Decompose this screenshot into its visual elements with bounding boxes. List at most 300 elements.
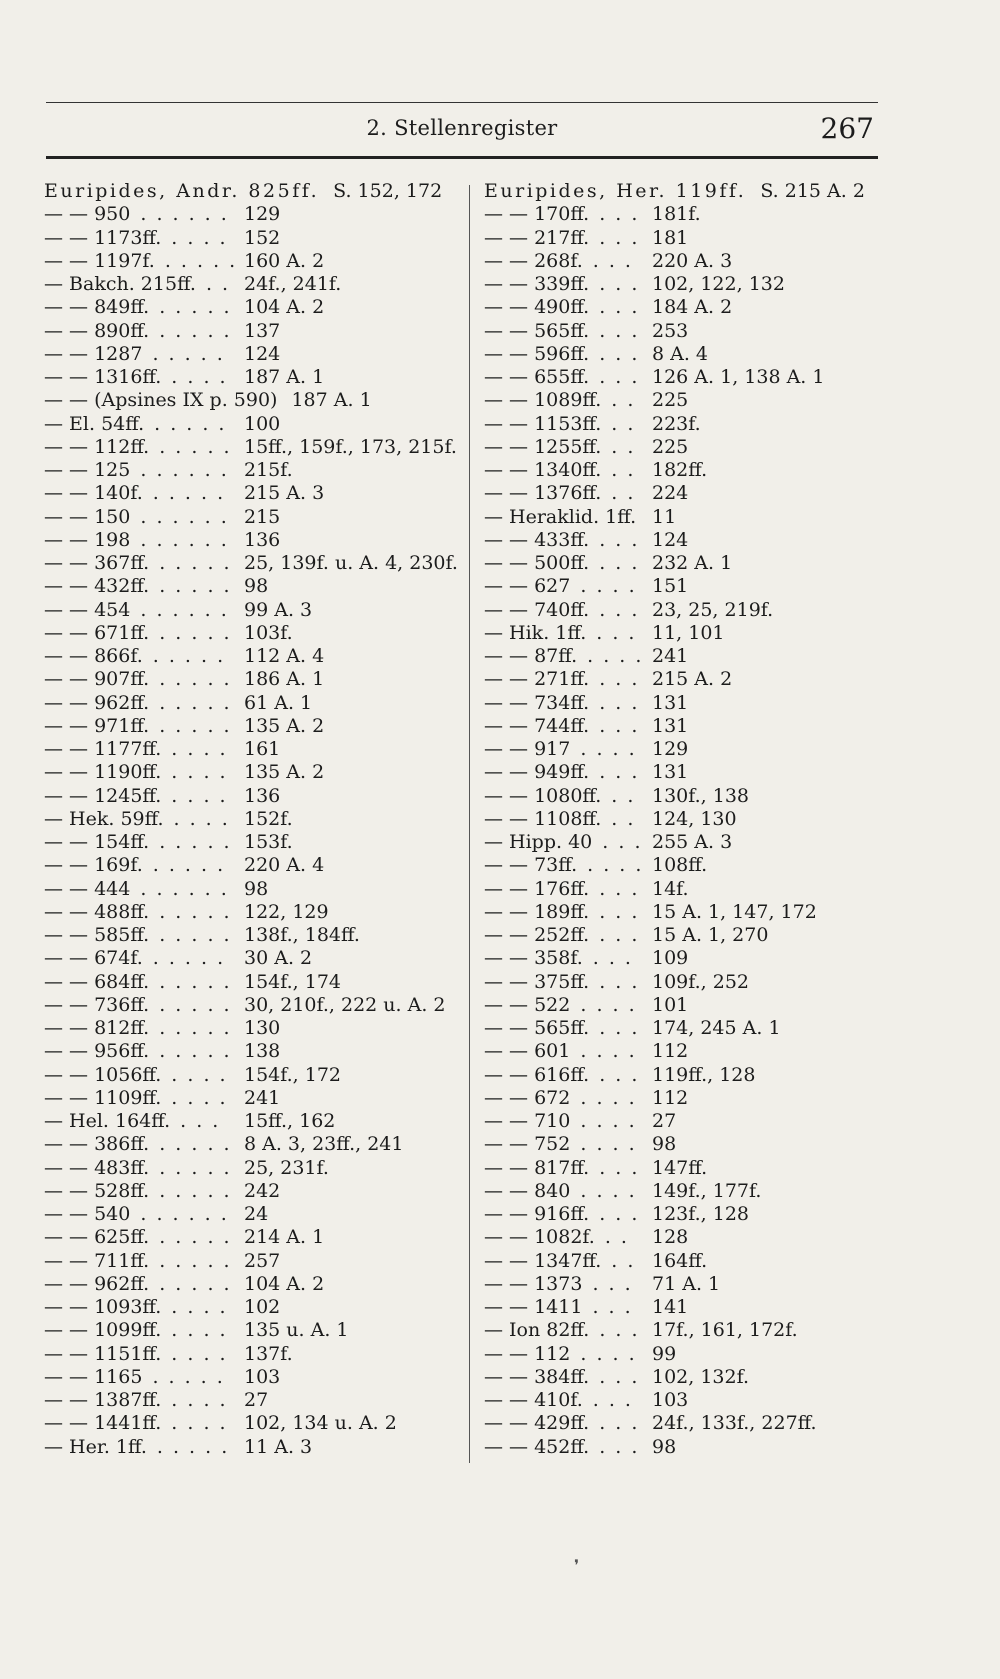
dot-leader: . . . . . — [156, 1435, 230, 1458]
dot-leader: . . . . . — [154, 412, 227, 435]
entry-reference: 225 — [652, 389, 689, 412]
entry-label: — — 950 — [44, 203, 131, 226]
entry-reference: 215 — [244, 505, 281, 528]
index-entry — [484, 1319, 890, 1342]
index-entry — [44, 645, 458, 668]
column-divider — [469, 185, 470, 1463]
dot-leader: . . . . — [171, 226, 228, 249]
entry-reference: 255 A. 3 — [652, 831, 733, 853]
entry-reference: 186 A. 1 — [244, 668, 325, 691]
stray-ink-mark: ❜ — [574, 1556, 580, 1575]
index-entry — [44, 738, 458, 761]
entry-label: — — 1165 — [44, 1365, 143, 1388]
entry-reference: 138 — [244, 1040, 281, 1063]
entry-reference: 8 A. 3, 23ff., 241 — [244, 1133, 404, 1156]
entry-label: — — 112 — [484, 1342, 571, 1365]
index-entry — [44, 1133, 458, 1156]
index-entry — [484, 1366, 890, 1389]
dot-leader: . . . — [599, 761, 640, 784]
dot-leader: . . . — [599, 1365, 640, 1388]
entry-label: — — 744ff. — [484, 714, 590, 737]
entry-label: — — 189ff. — [484, 900, 590, 923]
dot-leader: . . . . . . — [140, 877, 229, 900]
entry-label: Euripides, Her. 119ff. — [484, 180, 747, 202]
entry-label: — — 907ff. — [44, 668, 150, 691]
entry-reference: 220 A. 4 — [244, 854, 325, 877]
index-entry — [44, 250, 458, 273]
entry-label: — — 268f. — [484, 249, 583, 272]
entry-reference: 15ff., 159f., 173, 215f. — [244, 435, 457, 458]
entry-reference: 126 A. 1, 138 A. 1 — [652, 366, 825, 388]
entry-reference: 25, 231f. — [244, 1156, 329, 1179]
entry-label: — — 488ff. — [44, 900, 150, 923]
entry-label: — — 1245ff. — [44, 784, 162, 807]
entry-label: — — 170ff. — [484, 203, 590, 226]
dot-leader: . . . . . — [159, 552, 232, 574]
entry-reference: 104 A. 2 — [244, 1272, 325, 1295]
index-entry — [484, 761, 890, 784]
index-entry — [484, 1412, 890, 1435]
dot-leader: . . — [611, 807, 636, 830]
page-number: 267 — [820, 112, 874, 145]
entry-reference: 214 A. 1 — [244, 1226, 325, 1249]
entry-label: — — 917 — [484, 738, 571, 760]
dot-leader: . . . — [599, 273, 640, 295]
entry-reference: 184 A. 2 — [652, 296, 733, 319]
index-entry — [44, 599, 458, 622]
header-title: 2. Stellenregister — [366, 116, 558, 140]
index-entry — [44, 506, 458, 529]
dot-leader: . . . . . — [159, 714, 232, 737]
index-entry — [484, 1017, 890, 1040]
index-entry — [44, 1319, 458, 1342]
index-entry — [44, 831, 458, 854]
index-entry — [484, 785, 890, 808]
dot-leader: . . . . . . — [140, 1203, 229, 1225]
dot-leader: . . . — [599, 226, 640, 249]
entry-label: — — 817ff. — [484, 1156, 590, 1179]
entry-label: — — 87ff. — [484, 645, 578, 667]
entry-label: — — 1190ff. — [44, 761, 162, 784]
entry-label: — — 1080ff. — [484, 784, 602, 807]
index-entry — [484, 273, 890, 296]
dot-leader: . . . . — [171, 1412, 228, 1435]
entry-reference: 11 A. 3 — [244, 1435, 313, 1458]
entry-label: — — 672 — [484, 1086, 571, 1109]
dot-leader: . . . — [599, 296, 640, 319]
dot-leader: . . . . . — [152, 854, 226, 877]
index-entry — [484, 599, 890, 622]
index-entry — [484, 924, 890, 947]
dot-leader: . . . . — [580, 738, 637, 760]
index-entry — [44, 1040, 458, 1063]
index-entry — [44, 1250, 458, 1273]
entry-label: — — 1151ff. — [44, 1342, 162, 1365]
entry-label: — — 565ff. — [484, 1017, 590, 1039]
index-entry — [484, 1436, 890, 1459]
entry-label: — — 1177ff. — [44, 738, 162, 760]
index-entry — [484, 994, 890, 1017]
entry-reference: 161 — [244, 738, 281, 760]
dot-leader: . . . . . — [159, 1040, 232, 1063]
entry-reference: 232 A. 1 — [652, 552, 733, 574]
entry-label: — Hel. 164ff. — [44, 1110, 171, 1132]
entry-label: — — 483ff. — [44, 1156, 150, 1179]
entry-reference: 27 — [652, 1110, 677, 1132]
entry-reference: 129 — [244, 203, 281, 226]
entry-reference: 109f., 252 — [652, 970, 750, 993]
index-entry — [44, 924, 458, 947]
dot-leader: . . . — [599, 598, 640, 621]
entry-reference: 241 — [244, 1086, 281, 1109]
dot-leader: . . . . — [171, 784, 228, 807]
entry-label: — — 112ff. — [44, 435, 150, 458]
dot-leader: . . . — [599, 924, 640, 946]
entry-reference: 164ff. — [652, 1249, 708, 1272]
dot-leader: . . . . . — [164, 249, 238, 272]
entry-label: — — 671ff. — [44, 621, 150, 644]
dot-leader: . . . — [599, 1156, 640, 1179]
dot-leader: . . . — [592, 1389, 633, 1411]
entry-label: — — 711ff. — [44, 1249, 150, 1272]
entry-label: — — 1340ff. — [484, 459, 602, 481]
dot-leader: . . . — [599, 970, 640, 993]
entry-reference: 98 — [652, 1435, 677, 1458]
index-entry — [484, 1087, 890, 1110]
entry-label: — — 1109ff. — [44, 1086, 162, 1109]
index-entry — [44, 947, 458, 970]
dot-leader: . . . — [599, 319, 640, 342]
entry-label: — — 198 — [44, 528, 131, 551]
index-entry — [44, 482, 458, 505]
entry-reference: 124, 130 — [652, 807, 737, 830]
entry-label: — — 500ff. — [484, 552, 590, 574]
dot-leader: . . . . — [587, 645, 644, 667]
dot-leader: . . . . — [173, 807, 230, 830]
dot-leader: . . . . . — [159, 435, 232, 458]
entry-reference: 147ff. — [652, 1156, 708, 1179]
index-entry — [44, 552, 458, 575]
index-entry — [484, 1389, 890, 1412]
index-entry — [484, 552, 890, 575]
index-entry — [484, 808, 890, 831]
dot-leader: . . . . . — [152, 342, 225, 365]
index-entry — [484, 854, 890, 877]
entry-reference: 141 — [652, 1296, 689, 1318]
index-entry — [44, 1157, 458, 1180]
dot-leader: . . . — [599, 366, 640, 388]
index-entry — [44, 1366, 458, 1389]
dot-leader: . . . . — [171, 1342, 228, 1365]
dot-leader: . . — [611, 784, 636, 807]
dot-leader: . . — [611, 482, 636, 505]
dot-leader: . . — [604, 1226, 629, 1249]
entry-label: — — 1373 — [484, 1272, 583, 1295]
dot-leader: . . . . . . — [140, 528, 229, 551]
index-entry — [484, 296, 890, 319]
entry-label: — — 1376ff. — [484, 482, 602, 505]
dot-leader: . . . — [599, 342, 640, 365]
dot-leader: . . . — [599, 1017, 640, 1039]
entry-label: — — 150 — [44, 505, 131, 528]
dot-leader: . . . . — [171, 761, 228, 784]
dot-leader: . . . . . — [159, 831, 232, 853]
entry-reference: 124 — [244, 342, 281, 365]
entry-label: — — 540 — [44, 1203, 131, 1225]
dot-leader: . . . — [599, 528, 640, 551]
entry-reference: 154f., 174 — [244, 970, 342, 993]
entry-label: — — 528ff. — [44, 1179, 150, 1202]
entry-label: — — 454 — [44, 598, 131, 621]
index-entry — [484, 203, 890, 226]
entry-label: — — 1347ff. — [484, 1249, 602, 1272]
entry-reference: 130f., 138 — [652, 784, 750, 807]
entry-reference: 151 — [652, 575, 689, 598]
entry-reference: 103 — [652, 1389, 689, 1411]
dot-leader: . . . . . — [159, 668, 232, 691]
index-entry — [484, 668, 890, 691]
entry-label: — — 452ff. — [484, 1435, 590, 1458]
index-entry — [484, 250, 890, 273]
entry-label: — — 140f. — [44, 482, 143, 505]
entry-reference: 99 — [652, 1342, 677, 1365]
dot-leader: . . . . . — [152, 645, 226, 667]
dot-leader: . . . — [592, 947, 633, 970]
index-entry — [44, 1343, 458, 1366]
index-entry — [44, 1226, 458, 1249]
index-entry — [484, 1226, 890, 1249]
dot-leader: . . . . . — [159, 924, 232, 946]
index-entry — [484, 320, 890, 343]
entry-label: — Hek. 59ff. — [44, 807, 164, 830]
index-entry — [484, 459, 890, 482]
dot-leader: . . . . . . — [140, 598, 229, 621]
dot-leader: . . . . . — [152, 947, 226, 970]
index-entry — [44, 901, 458, 924]
entry-reference: 152f. — [244, 807, 293, 830]
dot-leader: . . . . . . — [140, 459, 229, 481]
entry-reference: 187 A. 1 — [291, 389, 372, 412]
dot-leader: . . . . . — [152, 1365, 225, 1388]
entry-reference: 123f., 128 — [652, 1203, 750, 1225]
entry-reference: 135 A. 2 — [244, 714, 325, 737]
entry-reference: 220 A. 3 — [652, 249, 733, 272]
index-entry — [44, 761, 458, 784]
entry-reference: 101 — [652, 993, 689, 1016]
entry-label: — — 890ff. — [44, 319, 150, 342]
entry-label: — — 444 — [44, 877, 131, 900]
index-entry — [44, 227, 458, 250]
index-entry — [44, 622, 458, 645]
dot-leader: . . . — [599, 900, 640, 923]
entry-label: — — 1197f. — [44, 249, 155, 272]
entry-label: — — 734ff. — [484, 691, 590, 714]
index-entry — [484, 1203, 890, 1226]
entry-reference: 103f. — [244, 621, 293, 644]
dot-leader: . . . . — [171, 738, 228, 760]
dot-leader: . . . — [599, 714, 640, 737]
dot-leader: . . — [611, 459, 636, 481]
index-entry — [484, 1180, 890, 1203]
index-entry — [44, 1296, 458, 1319]
index-entry — [484, 482, 890, 505]
entry-reference: S. 152, 172 — [333, 180, 443, 202]
index-entry — [44, 971, 458, 994]
index-entry — [44, 878, 458, 901]
index-entry — [44, 1273, 458, 1296]
entry-reference: 187 A. 1 — [244, 366, 325, 388]
entry-label: — — 565ff. — [484, 319, 590, 342]
index-entry — [484, 1273, 890, 1296]
index-entry — [484, 1296, 890, 1319]
index-entry — [484, 645, 890, 668]
entry-label: — — 616ff. — [484, 1063, 590, 1086]
index-entry — [44, 1436, 458, 1459]
entry-label: — — 386ff. — [44, 1133, 150, 1156]
index-entry — [484, 692, 890, 715]
running-header — [46, 110, 878, 150]
entry-label: — — 410f. — [484, 1389, 583, 1411]
dot-leader: . . . . — [580, 1086, 637, 1109]
entry-label: — — 1082f. — [484, 1226, 595, 1249]
dot-leader: . . . . . — [159, 1017, 232, 1039]
index-entry — [484, 622, 890, 645]
entry-reference: 160 A. 2 — [244, 249, 325, 272]
dot-leader: . . . . . — [159, 900, 232, 923]
entry-label: — — 1441ff. — [44, 1412, 162, 1435]
index-entry — [484, 227, 890, 250]
entry-label: — — 176ff. — [484, 877, 590, 900]
dot-leader: . . . — [599, 1203, 640, 1225]
entry-label: — — 812ff. — [44, 1017, 150, 1039]
entry-label: — — 429ff. — [484, 1412, 590, 1435]
dot-leader: . . . . — [171, 1296, 228, 1318]
index-entry — [484, 715, 890, 738]
entry-reference: 112 — [652, 1040, 689, 1063]
entry-label: — — 962ff. — [44, 691, 150, 714]
entry-reference: 102 — [244, 1296, 281, 1318]
dot-leader: . . . . . — [159, 691, 232, 714]
header-rule — [46, 156, 878, 159]
entry-reference: 11, 101 — [652, 621, 725, 644]
entry-reference: 253 — [652, 319, 689, 342]
entry-label: — — 625ff. — [44, 1226, 150, 1249]
entry-reference: 215 A. 3 — [244, 482, 325, 505]
entry-label: — — 949ff. — [484, 761, 590, 784]
entry-reference: 135 u. A. 1 — [244, 1319, 349, 1342]
index-entry — [484, 947, 890, 970]
dot-leader: . . . — [599, 203, 640, 226]
entry-label: — El. 54ff. — [44, 412, 145, 435]
entry-reference: 112 A. 4 — [244, 645, 325, 667]
dot-leader: . . . . . — [159, 296, 232, 319]
dot-leader: . . . — [599, 1412, 640, 1435]
entry-label: — — 655ff. — [484, 366, 590, 388]
entry-reference: 112 — [652, 1086, 689, 1109]
entry-reference: 15 A. 1, 270 — [652, 924, 769, 946]
entry-reference: 225 — [652, 435, 689, 458]
entry-label: — — 674f. — [44, 947, 143, 970]
entry-reference: 100 — [244, 412, 281, 435]
entry-reference: 215 A. 2 — [652, 668, 733, 691]
entry-label: — — 736ff. — [44, 993, 150, 1016]
entry-reference: 223f. — [652, 412, 701, 435]
index-entry — [484, 1064, 890, 1087]
dot-leader: . . . . — [171, 366, 228, 388]
index-entry — [44, 366, 458, 389]
index-entry — [484, 1040, 890, 1063]
dot-leader: . . . . . — [152, 482, 226, 505]
entry-reference: 24f., 133f., 227ff. — [652, 1412, 817, 1435]
index-entry — [44, 389, 458, 412]
index-entry — [484, 506, 890, 529]
entry-label: — — 601 — [484, 1040, 571, 1063]
entry-reference: 104 A. 2 — [244, 296, 325, 319]
entry-label: — — 840 — [484, 1179, 571, 1202]
entry-reference: 181f. — [652, 203, 701, 226]
index-entry — [44, 320, 458, 343]
entry-reference: 25, 139f. u. A. 4, 230f. — [244, 552, 458, 574]
entry-label: — — 916ff. — [484, 1203, 590, 1225]
entry-label: — — 956ff. — [44, 1040, 150, 1063]
entry-reference: 137 — [244, 319, 281, 342]
dot-leader: . . . . — [171, 1389, 228, 1411]
entry-label: — — 849ff. — [44, 296, 150, 319]
index-entry — [484, 180, 890, 203]
entry-label: — — 1153ff. — [484, 412, 602, 435]
entry-reference: 24f., 241f. — [244, 273, 342, 295]
left-column — [44, 180, 458, 1459]
entry-label: — — 271ff. — [484, 668, 590, 691]
entry-reference: 153f. — [244, 831, 293, 853]
entry-label: — — 367ff. — [44, 552, 150, 574]
entry-reference: 102, 134 u. A. 2 — [244, 1412, 397, 1435]
entry-label: — Her. 1ff. — [44, 1435, 147, 1458]
dot-leader: . . . . — [580, 993, 637, 1016]
entry-label: — — 1411 — [484, 1296, 583, 1318]
entry-label: — — 752 — [484, 1133, 571, 1156]
entry-label: — — 710 — [484, 1110, 571, 1132]
entry-label: — Bakch. 215ff. — [44, 273, 196, 295]
entry-reference: 15 A. 1, 147, 172 — [652, 900, 817, 923]
entry-label: — — 358f. — [484, 947, 583, 970]
entry-label: — Heraklid. 1ff. — [484, 505, 637, 528]
index-entry — [44, 575, 458, 598]
dot-leader: . . . — [592, 1272, 633, 1295]
index-entry — [44, 668, 458, 691]
index-entry — [44, 343, 458, 366]
index-entry — [44, 692, 458, 715]
index-entry — [44, 529, 458, 552]
entry-reference: 181 — [652, 226, 689, 249]
entry-label: — — 1056ff. — [44, 1063, 162, 1086]
entry-reference: 131 — [652, 761, 689, 784]
dot-leader: . . . — [599, 691, 640, 714]
dot-leader: . . . . . . — [140, 505, 229, 528]
index-entry — [484, 1250, 890, 1273]
index-entry — [484, 901, 890, 924]
dot-leader: . . . — [180, 1110, 221, 1132]
entry-reference: 241 — [652, 645, 689, 667]
entry-label: — — 585ff. — [44, 924, 150, 946]
entry-reference: 131 — [652, 691, 689, 714]
index-entry — [484, 575, 890, 598]
entry-reference: 27 — [244, 1389, 269, 1411]
index-entry — [484, 389, 890, 412]
index-entry — [484, 529, 890, 552]
dot-leader: . . . . . — [159, 621, 232, 644]
index-entry — [484, 436, 890, 459]
